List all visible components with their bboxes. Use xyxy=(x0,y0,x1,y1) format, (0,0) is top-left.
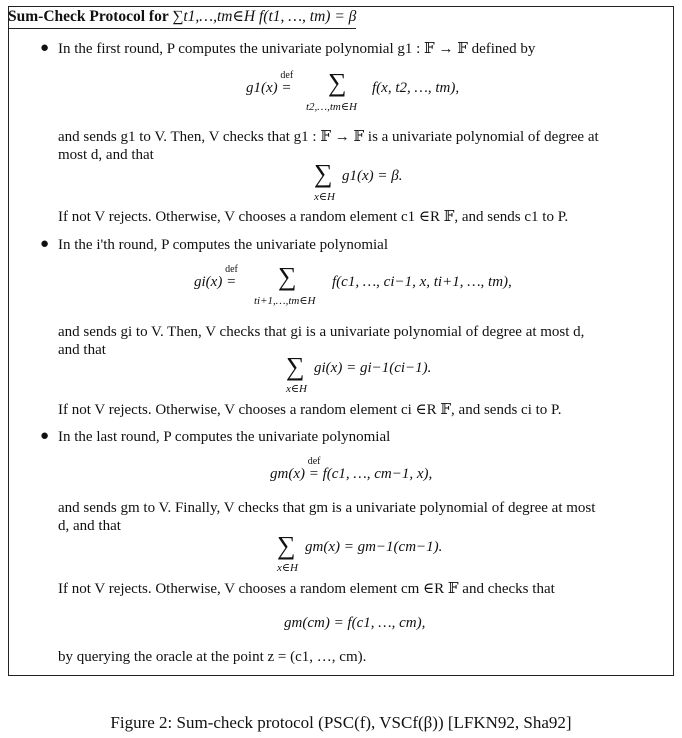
roundm-check-lim: x∈H xyxy=(277,562,298,574)
bullet-icon: ● xyxy=(40,40,50,56)
round1-line3: most d, and that xyxy=(58,147,154,163)
protocol-title xyxy=(8,7,356,29)
roundm-line5: by querying the oracle at the point z = (c1, …, cm). xyxy=(58,649,367,665)
bullet-icon: ● xyxy=(40,236,50,252)
roundi-line2: and sends gi to V. Then, V checks that gi is a univariate polynomial of degree at most d, xyxy=(58,324,585,340)
roundi-eq-lhs: gi(x) = def xyxy=(194,264,238,290)
round1-intro: In the first round, P computes the univariate polynomial g1 : 𝔽 → 𝔽 defined by xyxy=(58,41,536,57)
title-math: ∑t1,…,tm∈H f(t1, …, tm) = β xyxy=(172,8,357,25)
round1-line2: and sends g1 to V. Then, V checks that g1 : 𝔽 → 𝔽 is a univariate polynomial of degree at xyxy=(58,129,599,145)
figure-caption: Figure 2: Sum-check protocol (PSC(f), VSCf(β)) [LFKN92, Sha92] xyxy=(110,713,572,732)
bullet-icon: ● xyxy=(40,428,50,444)
roundi-line3: and that xyxy=(58,342,106,358)
roundm-line4: If not V rejects. Otherwise, V chooses a random element cm ∈R 𝔽 and checks that xyxy=(58,581,555,597)
def-symbol: = def xyxy=(307,456,321,482)
roundm-check-eq: gm(x) = gm−1(cm−1). xyxy=(305,539,443,555)
roundi-line4: If not V rejects. Otherwise, V chooses a random element ci ∈R 𝔽, and sends ci to P. xyxy=(58,402,562,418)
round1-eq-lhs: g1(x) = def xyxy=(246,70,294,96)
title-label: Sum-Check Protocol for xyxy=(8,8,169,25)
roundm-final-eq: gm(cm) = f(c1, …, cm), xyxy=(284,615,426,631)
roundm-eq: gm(x) = def f(c1, …, cm−1, x), xyxy=(270,456,433,482)
roundi-check-eq: gi(x) = gi−1(ci−1). xyxy=(314,360,432,376)
roundm-intro: In the last round, P computes the univariate polynomial xyxy=(58,429,391,445)
roundi-check-lim: x∈H xyxy=(286,383,307,395)
def-symbol: = def xyxy=(225,264,238,290)
roundi-eq-rhs: f(c1, …, ci−1, x, ti+1, …, tm), xyxy=(332,274,512,290)
round1-eq-lim: t2,…,tm∈H xyxy=(306,101,357,113)
sum-symbol-icon: ∑ xyxy=(277,531,296,560)
round1-line4: If not V rejects. Otherwise, V chooses a random element c1 ∈R 𝔽, and sends c1 to P. xyxy=(58,209,569,225)
round1-check-lim: x∈H xyxy=(314,191,335,203)
round1-check-eq: g1(x) = β. xyxy=(342,168,403,184)
sum-symbol-icon: ∑ xyxy=(328,68,347,97)
round1-eq-rhs: f(x, t2, …, tm), xyxy=(372,80,460,96)
roundi-intro: In the i'th round, P computes the univariate polynomial xyxy=(58,237,388,253)
sum-symbol-icon: ∑ xyxy=(278,262,297,291)
sum-symbol-icon: ∑ xyxy=(286,352,305,381)
roundm-line3: d, and that xyxy=(58,518,121,534)
roundi-eq-lim: ti+1,…,tm∈H xyxy=(254,295,316,307)
roundm-line2: and sends gm to V. Finally, V checks that gm is a univariate polynomial of degree at most xyxy=(58,500,596,516)
sum-symbol-icon: ∑ xyxy=(314,159,333,188)
def-symbol: = def xyxy=(280,70,294,96)
